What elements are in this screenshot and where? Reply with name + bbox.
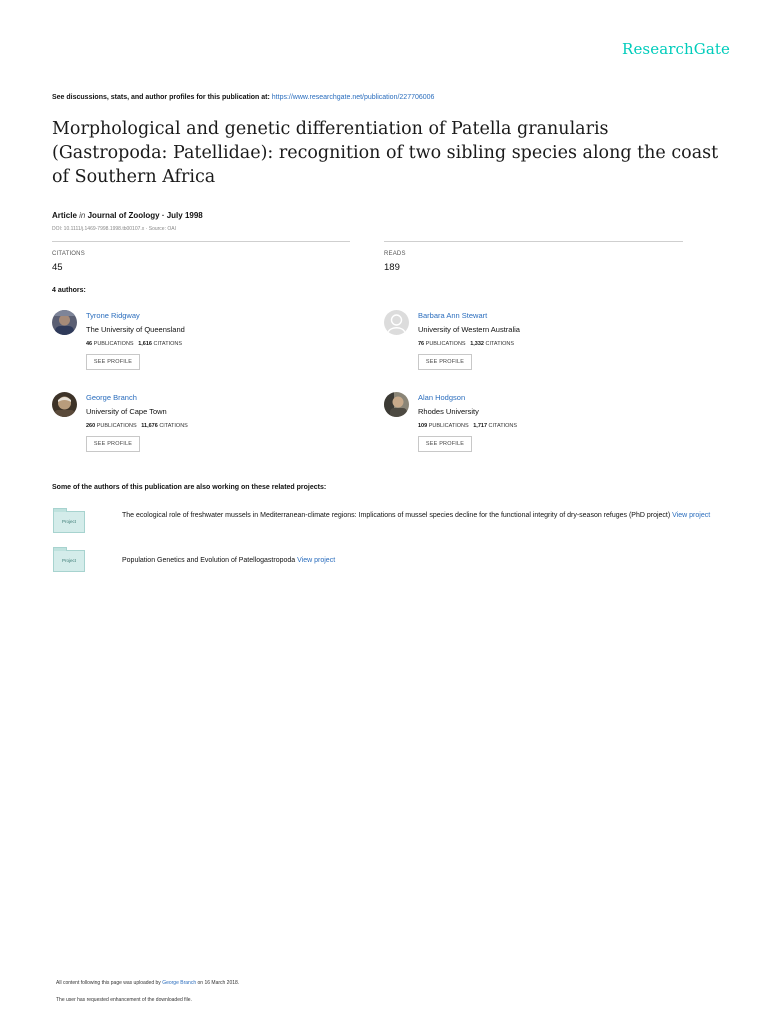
enhancement-note: The user has requested enhancement of the downloaded file. xyxy=(56,997,192,1003)
stats-divider-right xyxy=(384,241,683,242)
doi-line: DOI: 10.1111/j.1469-7998.1998.tb00107.x · Source: OAI xyxy=(52,226,176,232)
author-photo-icon xyxy=(52,310,77,335)
project-folder-icon xyxy=(53,511,85,533)
author-avatar[interactable] xyxy=(52,310,77,335)
upload-prefix: All content following this page was uploaded by xyxy=(56,980,161,986)
authors-count: 4 authors: xyxy=(52,287,86,294)
author-stats xyxy=(86,423,188,429)
author-card xyxy=(52,392,352,462)
related-projects-heading: Some of the authors of this publication are also working on these related projects: xyxy=(52,484,327,491)
author-publications-label: PUBLICATIONS xyxy=(96,423,137,429)
author-institution: University of Western Australia xyxy=(418,325,520,334)
upload-suffix: on 16 March 2018. xyxy=(197,980,240,986)
author-publications-count: 76 xyxy=(418,341,425,347)
project-icon-label: Project xyxy=(61,519,76,524)
meta-in: in xyxy=(79,211,86,220)
see-profile-button[interactable]: SEE PROFILE xyxy=(86,354,140,370)
discussion-line xyxy=(52,94,434,101)
see-profile-button[interactable]: SEE PROFILE xyxy=(418,354,472,370)
project-icon-label: Project xyxy=(61,558,76,563)
author-photo-icon xyxy=(52,392,77,417)
author-citations-label: CITATIONS xyxy=(153,341,183,347)
author-citations-count: 1,332 xyxy=(470,341,484,347)
author-name-link[interactable]: George Branch xyxy=(86,393,137,402)
publication-title: Morphological and genetic differentiation of Patella granularis (Gastropoda: Patellidae): recognition of two sibling species along the coast of Southern Africa xyxy=(52,119,719,187)
author-name-link[interactable]: Barbara Ann Stewart xyxy=(418,311,488,320)
author-name-link[interactable]: Alan Hodgson xyxy=(418,393,466,402)
author-publications-count: 46 xyxy=(86,341,93,347)
publication-url-link[interactable]: https://www.researchgate.net/publication/227706006 xyxy=(271,94,435,101)
author-citations-count: 1,717 xyxy=(473,423,488,429)
uploader-link[interactable]: George Branch xyxy=(162,980,197,986)
author-publications-label: PUBLICATIONS xyxy=(425,341,466,347)
author-avatar[interactable] xyxy=(384,392,409,417)
publication-meta xyxy=(52,211,203,220)
author-stats xyxy=(418,423,517,429)
author-institution: University of Cape Town xyxy=(86,407,167,416)
author-citations-label: CITATIONS xyxy=(488,423,518,429)
author-institution: The University of Queensland xyxy=(86,325,185,334)
author-stats xyxy=(86,341,182,347)
upload-note xyxy=(56,980,239,986)
author-stats xyxy=(418,341,514,347)
default-avatar-icon xyxy=(384,310,409,335)
stats-divider-left xyxy=(52,241,350,242)
author-name-link[interactable]: Tyrone Ridgway xyxy=(86,311,140,320)
reads-label: READS xyxy=(384,251,406,257)
author-avatar[interactable] xyxy=(384,310,409,335)
view-project-link[interactable]: View project xyxy=(672,512,711,519)
author-avatar[interactable] xyxy=(52,392,77,417)
citations-value: 45 xyxy=(52,262,63,273)
author-citations-label: CITATIONS xyxy=(485,341,515,347)
discussion-lead: See discussions, stats, and author profiles for this publication at: xyxy=(52,94,270,101)
journal-name[interactable]: Journal of Zoology · July 1998 xyxy=(87,211,203,220)
author-publications-label: PUBLICATIONS xyxy=(93,341,134,347)
project-item xyxy=(122,509,712,522)
author-card xyxy=(384,310,684,380)
view-project-link[interactable]: View project xyxy=(297,557,336,564)
author-citations-label: CITATIONS xyxy=(159,423,188,429)
project-description: The ecological role of freshwater mussels in Mediterranean-climate regions: Implications of mussel species decline for the functional integrity of dry-season refuges (PhD project) xyxy=(122,512,671,519)
project-item xyxy=(122,554,712,567)
author-publications-count: 109 xyxy=(418,423,428,429)
author-citations-count: 1,616 xyxy=(138,341,152,347)
author-photo-icon xyxy=(384,392,409,417)
author-publications-label: PUBLICATIONS xyxy=(428,423,469,429)
folder-tab xyxy=(53,547,67,551)
project-folder-icon xyxy=(53,550,85,572)
author-card xyxy=(384,392,684,462)
author-institution: Rhodes University xyxy=(418,407,479,416)
project-description: Population Genetics and Evolution of Patellogastropoda xyxy=(122,557,296,564)
article-type: Article xyxy=(52,211,77,220)
folder-tab xyxy=(53,508,67,512)
author-card xyxy=(52,310,352,380)
author-citations-count: 11,676 xyxy=(141,423,158,429)
researchgate-logo[interactable]: ResearchGate xyxy=(622,40,730,58)
see-profile-button[interactable]: SEE PROFILE xyxy=(86,436,140,452)
citations-label: CITATIONS xyxy=(52,251,85,257)
see-profile-button[interactable]: SEE PROFILE xyxy=(418,436,472,452)
author-publications-count: 260 xyxy=(86,423,96,429)
reads-value: 189 xyxy=(384,262,400,273)
